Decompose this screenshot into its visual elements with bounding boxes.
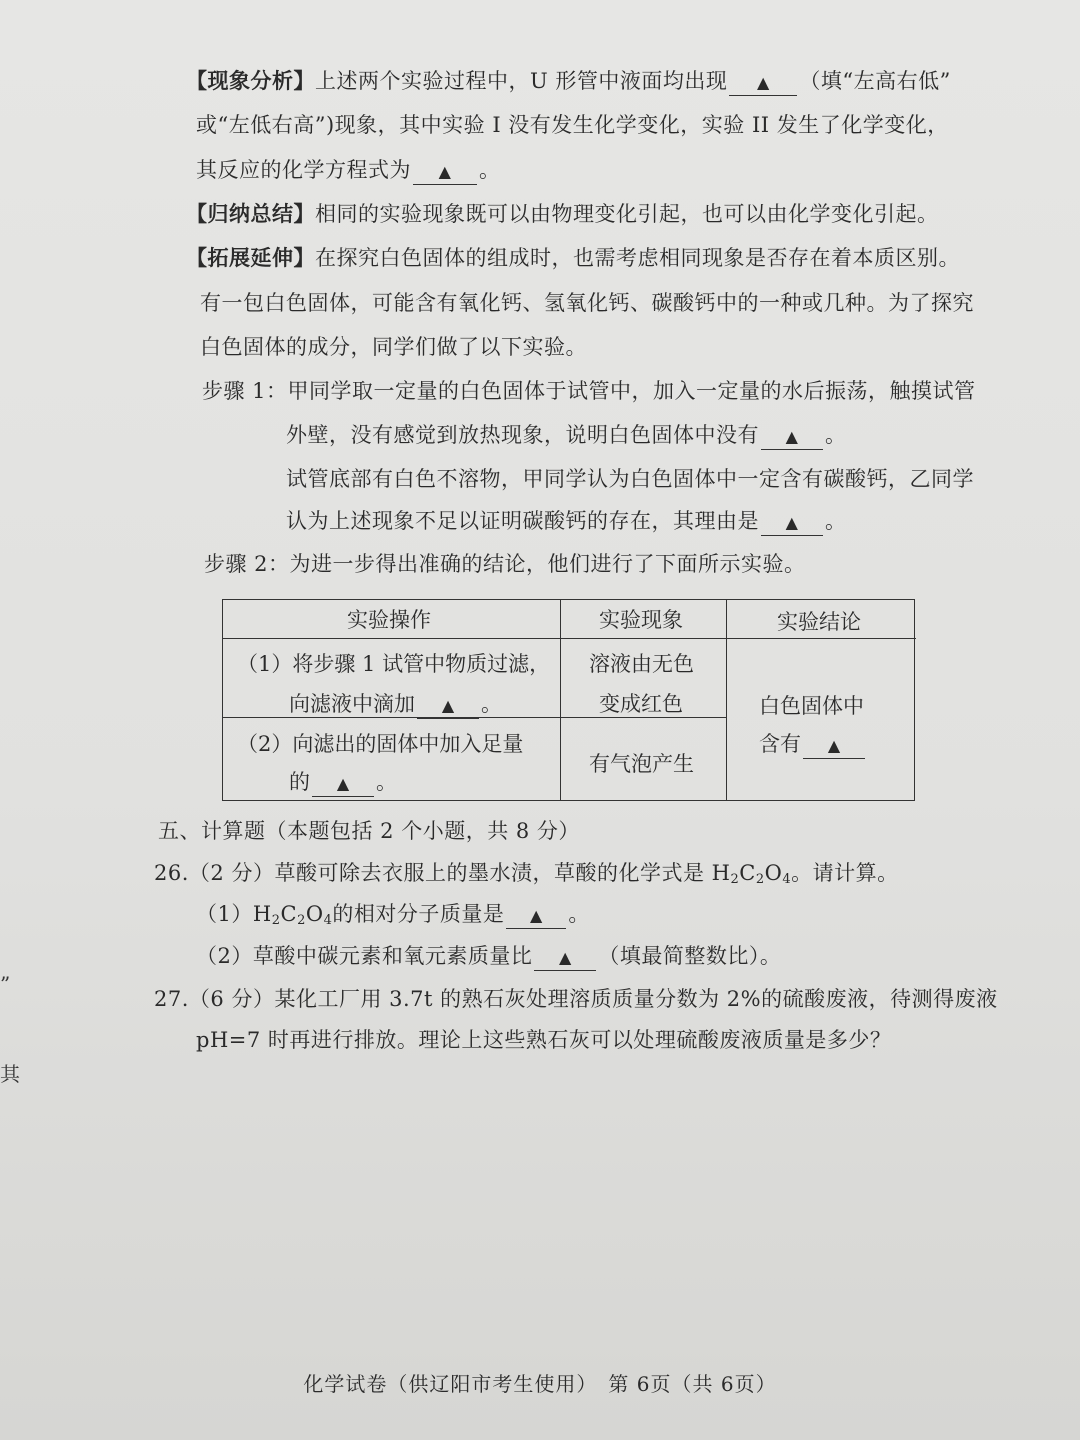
answer-blank [417, 692, 479, 719]
extension-line-3: 白色固体的成分，同学们做了以下实验。 [200, 335, 587, 359]
extension-line-2: 有一包白色固体，可能含有氧化钙、氢氧化钙、碳酸钙中的一种或几种。为了探究 [200, 291, 974, 315]
answer-blank [761, 423, 823, 450]
blank-triangle-icon: ▲ [827, 736, 841, 755]
step2-line: 步骤 2：为进一步得出准确的结论，他们进行了下面所示实验。 [204, 552, 806, 576]
section5-heading: 五、计算题（本题包括 2 个小题，共 8 分） [158, 819, 580, 843]
row1-observation-line-2: 变成红色 [599, 692, 683, 716]
step1-line-4: 认为上述现象不足以证明碳酸钙的存在，其理由是 ▲ 。 [286, 506, 847, 536]
row2-operation-line-2: 的 ▲ 。 [289, 762, 397, 802]
q26-number: 26. [154, 861, 189, 885]
step1-label: 步骤 1： [202, 379, 288, 403]
page-footer: 化学试卷（供辽阳市考生使用） 第 6页（共 6页） [303, 1372, 777, 1396]
table-divider [560, 600, 561, 800]
q27-line-1: 27.（6 分）某化工厂用 3.7t 的熟石灰处理溶质质量分数为 2%的硫酸废液，待测得废液 [154, 987, 998, 1011]
summary-line: 【归纳总结】相同的实验现象既可以由物理变化引起，也可以由化学变化引起。 [186, 201, 939, 226]
summary-heading: 【归纳总结】 [186, 201, 315, 226]
margin-mark: ” [0, 972, 11, 996]
step1-line-1: 步骤 1：甲同学取一定量的白色固体于试管中，加入一定量的水后振荡，触摸试管 [202, 379, 976, 403]
answer-blank [803, 732, 865, 759]
conclusion-line-2: 含有 ▲ [759, 724, 867, 764]
experiment-table [222, 599, 915, 801]
step1-line-2: 外壁，没有感觉到放热现象，说明白色固体中没有 ▲ 。 [286, 420, 847, 450]
analysis-line-3: 其反应的化学方程式为 ▲ 。 [196, 155, 501, 185]
blank-triangle-icon: ▲ [441, 696, 455, 715]
conclusion-line-1: 白色固体中 [759, 694, 864, 718]
answer-blank [534, 944, 596, 971]
step2-label: 步骤 2： [204, 552, 290, 576]
row1-operation-line-1: （1）将步骤 1 试管中物质过滤， [237, 652, 551, 676]
table-divider [726, 600, 727, 800]
answer-blank [312, 770, 374, 797]
answer-blank [413, 158, 477, 185]
answer-blank [729, 69, 797, 96]
q26-stem: 26.（2 分）草酸可除去衣服上的墨水渍，草酸的化学式是 $H_2C_2O_4$。请计算。 [154, 861, 899, 887]
answer-blank [761, 509, 823, 536]
blank-triangle-icon: ▲ [558, 948, 572, 967]
extension-line-1: 【拓展延伸】在探究白色固体的组成时，也需考虑相同现象是否存在着本质区别。 [186, 245, 960, 270]
answer-blank [506, 902, 566, 929]
row1-operation-line-2: 向滤液中滴加 ▲ 。 [289, 684, 502, 724]
blank-triangle-icon: ▲ [785, 427, 799, 446]
step1-line-3: 试管底部有白色不溶物，甲同学认为白色固体中一定含有碳酸钙，乙同学 [286, 467, 974, 491]
oxalic-acid-formula: $H_2C_2O_4$ [711, 861, 792, 887]
analysis-line-2: 或“左低右高”)现象，其中实验 I 没有发生化学变化，实验 II 发生了化学变化， [196, 113, 949, 137]
table-header-observation: 实验现象 [599, 608, 683, 632]
q26-sub2: （2）草酸中碳元素和氧元素质量比 ▲ （填最简整数比）。 [196, 941, 781, 971]
analysis-heading: 【现象分析】 [186, 68, 315, 93]
blank-triangle-icon: ▲ [438, 162, 452, 181]
q27-number: 27. [154, 987, 189, 1011]
blank-triangle-icon: ▲ [529, 906, 543, 925]
blank-triangle-icon: ▲ [336, 774, 350, 793]
table-header-operation: 实验操作 [347, 608, 431, 632]
q26-sub1: $(1)H_2C_2O_4$的相对分子质量是 ▲ 。 [196, 902, 590, 928]
q27-line-2: pH=7 时再进行排放。理论上这些熟石灰可以处理硫酸废液质量是多少？ [196, 1028, 892, 1052]
row1-observation-line-1: 溶液由无色 [589, 652, 694, 676]
extension-heading: 【拓展延伸】 [186, 245, 315, 270]
margin-mark: 其 [0, 1062, 20, 1086]
analysis-line-1: 【现象分析】上述两个实验过程中，U 形管中液面均出现 ▲ （填“左高右低” [186, 66, 951, 96]
blank-triangle-icon: ▲ [756, 73, 770, 92]
oxalic-acid-formula: $H_2C_2O_4$ [252, 902, 333, 928]
row2-observation: 有气泡产生 [589, 752, 694, 776]
row2-operation-line-1: （2）向滤出的固体中加入足量 [237, 732, 524, 756]
table-header-conclusion: 实验结论 [777, 610, 861, 634]
blank-triangle-icon: ▲ [785, 513, 799, 532]
